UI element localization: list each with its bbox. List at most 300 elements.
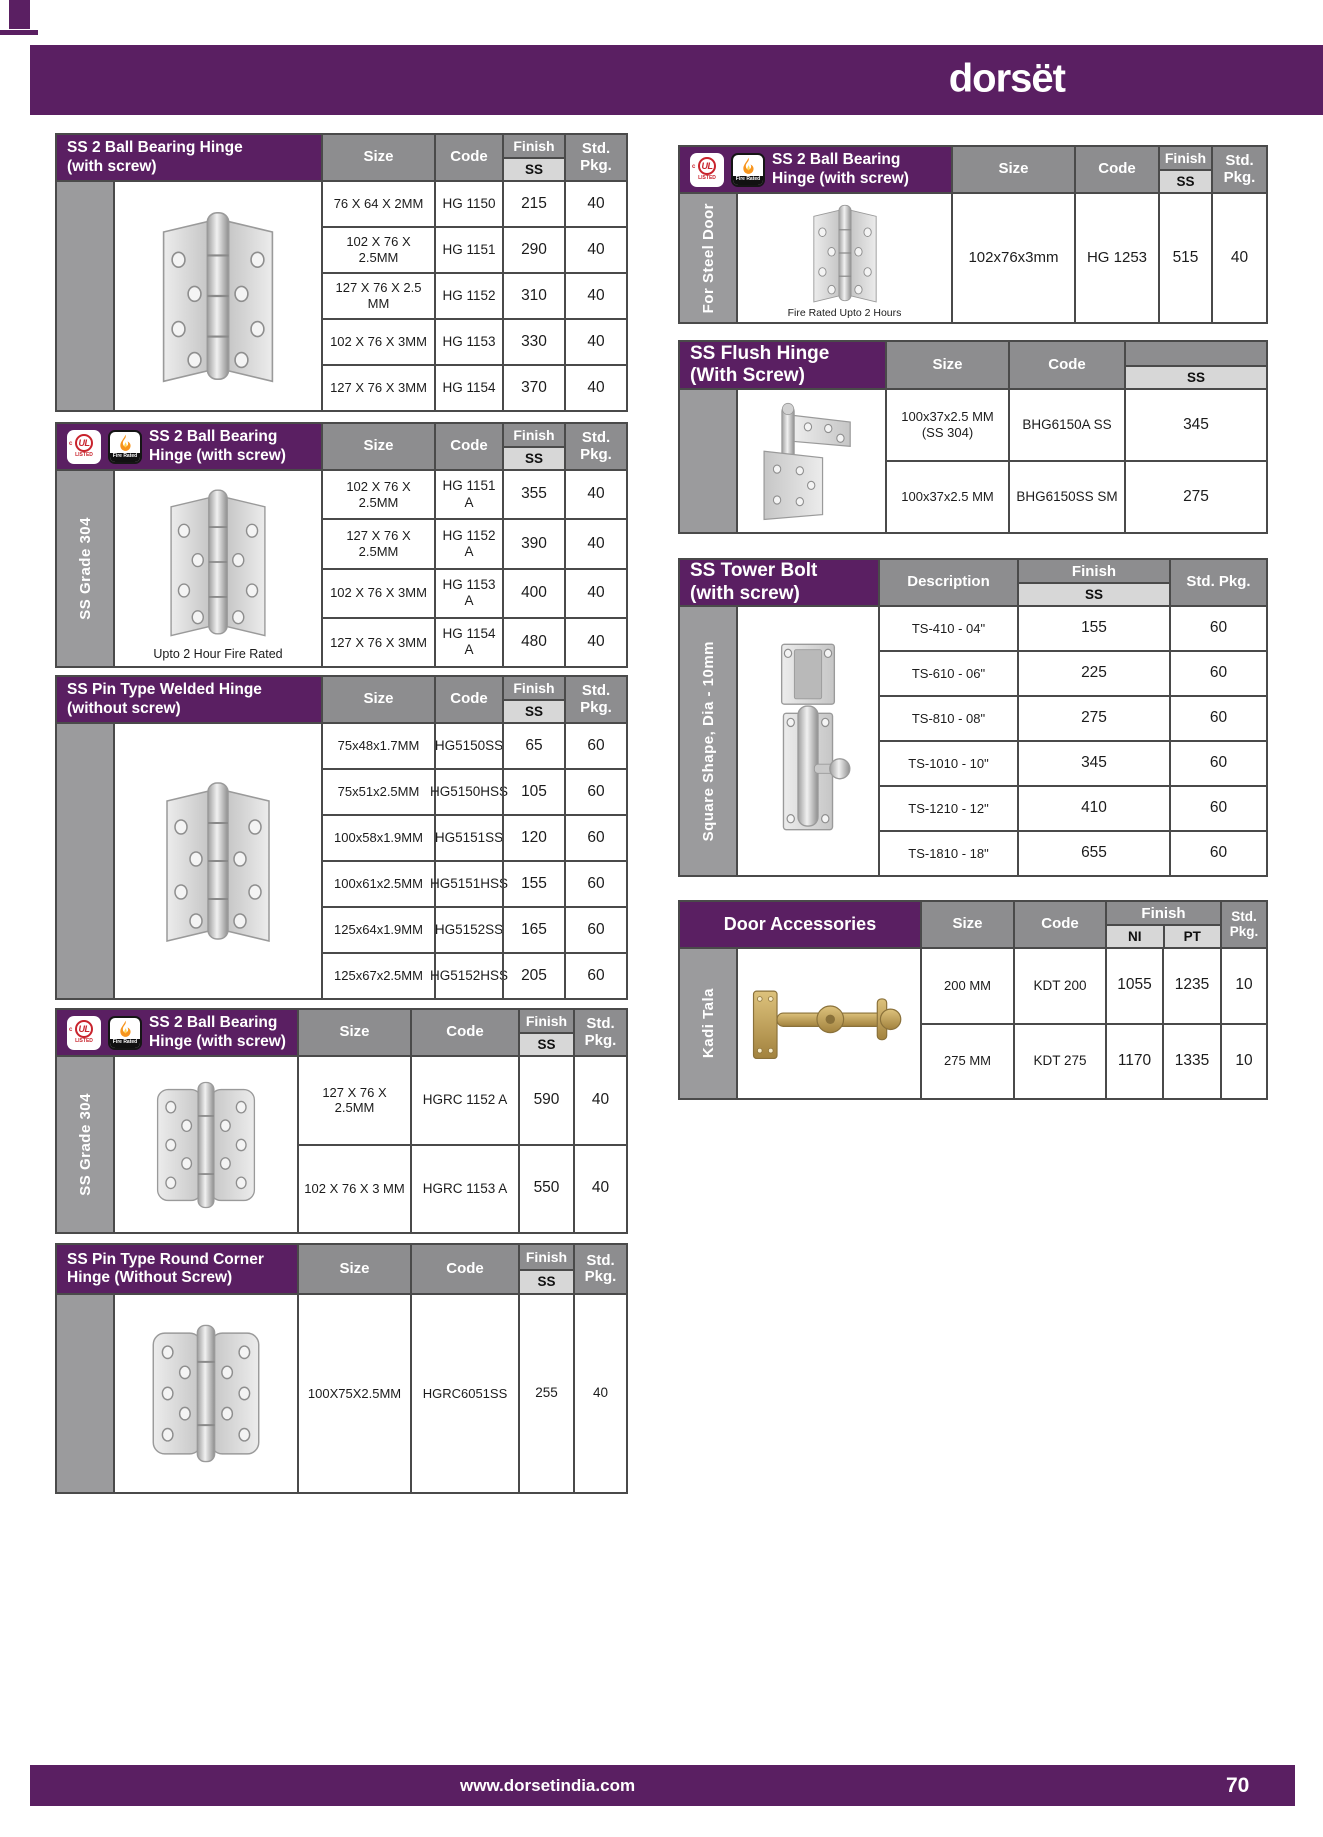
table-rows [878,607,1266,875]
col-header-finish-split [1107,926,1220,947]
table-row [878,695,1266,740]
cell-ss-price: 120 [502,816,564,860]
cell-ss-price: 155 [502,862,564,906]
image-caption: Fire Rated Upto 2 Hours [787,307,902,319]
ball-bearing-hinge-image [138,200,298,392]
product-image-cell [736,949,920,1098]
table-row [321,860,626,906]
ul-listed-text: LISTED [75,452,93,459]
col-header-ss: SS [1160,171,1211,192]
col-header-code: Code [1074,147,1158,192]
cell-size: 125x64x1.9MM [321,908,434,952]
table-body [680,607,1266,875]
cell-ni-price: 1055 [1105,949,1162,1023]
product-image-cell [736,390,885,532]
table-row [321,768,626,814]
col-header-size: Size [297,1245,410,1293]
cell-size: 102 X 76 X 3 MM [297,1146,410,1233]
table-steel-door-hinge [678,145,1268,324]
cell-size: 75x51x2.5MM [321,770,434,814]
table-tower-bolt [678,558,1268,877]
footer-url: www.dorsetindia.com [460,1775,636,1795]
cell-code: HG 1151 A [434,471,502,518]
table-ball-bearing-hinge-grade304 [55,422,628,668]
col-header-size: Size [321,424,434,469]
table-body [680,949,1266,1098]
table-row [920,949,1266,1023]
footer-band [30,1765,1295,1806]
table-header [57,424,626,471]
cell-ss-price: 370 [502,366,564,410]
fire-rated-text: Fire Rated [733,176,763,185]
cell-size: 102 X 76 X 3MM [321,320,434,364]
cell-description: TS-610 - 06" [878,652,1017,695]
product-image-cell [736,194,951,322]
cell-size: 127 X 76 X 2.5MM [321,520,434,567]
cell-ss-price: 290 [502,228,564,272]
brand-header-band [30,45,1323,115]
table-row [885,460,1266,532]
cell-std-pkg: 60 [1169,832,1266,875]
cell-size: 102 X 76 X 3MM [321,570,434,617]
product-image-cell [113,1295,297,1492]
cell-std-pkg: 10 [1220,1025,1266,1099]
cell-std-pkg: 60 [1169,697,1266,740]
table-header [680,342,1266,390]
page-number: 70 [1226,1773,1250,1797]
table-row [878,740,1266,785]
col-header-ss: SS [1126,367,1266,388]
ul-listed-text: LISTED [698,175,716,182]
corner-decor-vertical [9,0,30,29]
cell-code: HG 1153 A [434,570,502,617]
table-rows [297,1057,626,1232]
cell-std-pkg: 60 [564,770,626,814]
cell-ss-price: 480 [502,619,564,666]
cell-size: 200 MM [920,949,1013,1023]
cell-ss-price: 390 [502,520,564,567]
cell-ss-price: 550 [518,1146,573,1233]
cell-code: HG5151SS [434,816,502,860]
product-image-cell [113,724,321,998]
side-label: SS Grade 304 [76,1093,94,1196]
side-strip [680,949,736,1098]
table-header [57,135,626,182]
cell-code: HG 1154 A [434,619,502,666]
table-row [321,724,626,768]
cell-ss-price: 590 [518,1057,573,1144]
table-row [297,1295,626,1492]
table-row [321,272,626,318]
ball-bearing-hinge-image [799,198,891,308]
cell-std-pkg: 40 [564,520,626,567]
flame-icon [116,1020,135,1040]
table-row [951,194,1266,322]
corner-decor-horizontal [0,30,38,35]
col-header-size: Size [951,147,1074,192]
table-title: c UL LISTED Fire Rated SS 2 Ball Bearing Hinge (with screw) [680,147,951,192]
cell-size: 100x58x1.9MM [321,816,434,860]
fire-rated-text: Fire Rated [110,453,140,462]
fire-rated-text: Fire Rated [110,1039,140,1048]
cell-ss-price: 345 [1124,390,1266,460]
col-header-code: Code [434,424,502,469]
cell-code: HGRC 1152 A [410,1057,518,1144]
ul-listed-icon [690,153,724,187]
cell-ss-price: 655 [1017,832,1169,875]
col-header-std-pkg: Std. Pkg. [573,1010,626,1055]
col-header-code: Code [434,135,502,180]
cell-std-pkg: 40 [564,320,626,364]
cell-code: BHG6150SS SM [1008,462,1124,532]
table-body [57,182,626,410]
cell-size: 125x67x2.5MM [321,954,434,998]
cell-std-pkg: 10 [1220,949,1266,1023]
col-header-std-pkg: Std. Pkg. [564,424,626,469]
col-header-ni: NI [1107,926,1163,947]
cell-code: HG 1154 [434,366,502,410]
table-row [878,830,1266,875]
cell-std-pkg: 60 [1169,607,1266,650]
fire-rated-icon [108,1016,142,1050]
table-title: c UL LISTED Fire Rated SS 2 Ball Bearing Hinge (with screw) [57,1010,297,1055]
cell-ss-price: 400 [502,570,564,617]
table-row [878,607,1266,650]
col-header-size: Size [297,1010,410,1055]
product-image-cell [113,471,321,666]
table-rows [951,194,1266,322]
table-round-corner-hinge [55,1243,628,1494]
table-title: SS 2 Ball Bearing Hinge (with screw) [57,135,321,180]
col-header-finish: Finish [520,1010,573,1034]
brand-logo: dorsët [948,56,1065,101]
cell-std-pkg: 40 [564,570,626,617]
table-title: SS Pin Type Round Corner Hinge (Without Screw) [57,1245,297,1293]
side-strip [57,724,113,998]
col-header-finish-group [502,135,564,180]
table-row [321,226,626,272]
cell-size: 102 X 76 X 2.5MM [321,471,434,518]
cell-code: HG 1151 [434,228,502,272]
flame-icon [116,434,135,454]
kadi-tala-latch-image [747,977,912,1071]
cell-std-pkg: 60 [564,724,626,768]
cell-pt-price: 1235 [1162,949,1220,1023]
cell-ss-price: 515 [1158,194,1211,322]
cell-code: HG 1253 [1074,194,1158,322]
table-row [321,952,626,998]
cell-size: 127 X 76 X 3MM [321,366,434,410]
table-header [57,1010,626,1057]
cell-code: HG5150SS [434,724,502,768]
col-header-std-pkg: Std. Pkg. [1211,147,1266,192]
col-header-code: Code [1008,342,1124,388]
side-strip [57,1057,113,1232]
table-rows [321,471,626,666]
side-label: Square Shape, Dia - 10mm [699,640,717,842]
table-title: SS Tower Bolt (with screw) [680,560,878,605]
table-row [297,1057,626,1144]
table-row [297,1144,626,1233]
table-header [680,560,1266,607]
col-header-ss: SS [520,1271,573,1293]
table-flush-hinge [678,340,1268,534]
table-row [321,814,626,860]
table-body [57,1295,626,1492]
col-header-finish-empty [1126,342,1266,367]
cell-size: 100X75X2.5MM [297,1295,410,1492]
side-strip [57,1295,113,1492]
cell-std-pkg: 40 [573,1057,626,1144]
side-label: SS Grade 304 [76,517,94,620]
cell-std-pkg: 40 [564,182,626,226]
col-header-code: Code [410,1245,518,1293]
cell-code: HGRC6051SS [410,1295,518,1492]
side-label: Kadi Tala [699,988,717,1059]
cell-size: 100x37x2.5 MM [885,462,1008,532]
table-row [878,785,1266,830]
flush-hinge-image [751,396,873,526]
table-body [680,194,1266,322]
table-row [920,1023,1266,1099]
cell-std-pkg: 60 [564,862,626,906]
cell-std-pkg: 40 [1211,194,1266,322]
col-header-finish: Finish [1107,902,1220,926]
col-header-finish: Finish [1160,147,1211,171]
col-header-code: Code [410,1010,518,1055]
col-header-finish-group [1105,902,1220,947]
table-header [57,677,626,724]
col-header-size: Size [321,677,434,722]
col-header-size: Size [920,902,1013,947]
col-header-finish: Finish [504,677,564,701]
cell-code: HG5152HSS [434,954,502,998]
cell-code: HG5152SS [434,908,502,952]
cell-ss-price: 310 [502,274,564,318]
cell-code: HG 1150 [434,182,502,226]
col-header-finish: Finish [1019,560,1169,584]
col-header-finish-group [518,1010,573,1055]
cell-ss-price: 410 [1017,787,1169,830]
round-corner-hinge-image [134,1312,278,1475]
cell-std-pkg: 40 [573,1146,626,1233]
flame-icon [739,157,758,177]
product-image-cell [736,607,878,875]
cell-size: 127 X 76 X 3MM [321,619,434,666]
table-ball-bearing-hinge [55,133,628,412]
fire-rated-icon [108,430,142,464]
col-header-finish-group [1124,342,1266,388]
ul-ring [698,157,716,175]
cell-ss-price: 165 [502,908,564,952]
side-strip [680,607,736,875]
col-header-finish-group [1158,147,1211,192]
table-row [321,364,626,410]
table-body [57,471,626,666]
side-strip [680,390,736,532]
col-header-finish-group [518,1245,573,1293]
table-ball-bearing-hinge-grade304-rc [55,1008,628,1234]
col-header-std-pkg: Std. Pkg. [1220,902,1266,947]
cell-size: 127 X 76 X 2.5 MM [321,274,434,318]
cell-std-pkg: 40 [564,228,626,272]
tower-bolt-image [758,637,858,846]
col-header-std-pkg: Std. Pkg. [564,135,626,180]
table-rows [297,1295,626,1492]
cell-std-pkg: 40 [564,619,626,666]
cell-code: BHG6150A SS [1008,390,1124,460]
table-title: SS Flush Hinge (With Screw) [680,342,885,388]
cell-ss-price: 275 [1124,462,1266,532]
cell-code: HG 1153 [434,320,502,364]
col-header-size: Size [321,135,434,180]
table-title: c UL LISTED Fire Rated SS 2 Ball Bearing Hinge (with screw) [57,424,321,469]
ul-listed-icon [67,430,101,464]
table-header [680,902,1266,949]
cell-code: KDT 200 [1013,949,1105,1023]
ul-c-mark: c [69,440,73,447]
cell-ss-price: 105 [502,770,564,814]
product-image-cell [113,1057,297,1232]
cell-code: HG5150HSS [434,770,502,814]
col-header-code: Code [1013,902,1105,947]
cell-ss-price: 275 [1017,697,1169,740]
table-title: Door Accessories [680,902,920,947]
cell-description: TS-1210 - 12" [878,787,1017,830]
cell-std-pkg: 40 [564,471,626,518]
side-strip [680,194,736,322]
table-row [321,471,626,518]
col-header-std-pkg: Std. Pkg. [564,677,626,722]
product-image-cell [113,182,321,410]
col-header-ss: SS [504,448,564,469]
cell-size: 76 X 64 X 2MM [321,182,434,226]
cell-std-pkg: 60 [1169,742,1266,785]
table-row [321,617,626,666]
cell-pt-price: 1335 [1162,1025,1220,1099]
ul-letters: UL [701,160,713,171]
table-rows [321,724,626,998]
col-header-description: Description [878,560,1017,605]
ul-ring [75,1020,93,1038]
cell-ss-price: 205 [502,954,564,998]
cell-ni-price: 1170 [1105,1025,1162,1099]
table-title: SS Pin Type Welded Hinge (without screw) [57,677,321,722]
table-row [321,182,626,226]
fire-rated-icon [731,153,765,187]
table-row [321,568,626,617]
cell-std-pkg: 60 [1169,787,1266,830]
cell-ss-price: 225 [1017,652,1169,695]
ul-letters: UL [78,1023,90,1034]
table-row [878,650,1266,695]
cell-ss-price: 155 [1017,607,1169,650]
cell-std-pkg: 60 [1169,652,1266,695]
col-header-ss: SS [1019,584,1169,605]
ul-ring [75,434,93,452]
cell-ss-price: 65 [502,724,564,768]
cell-ss-price: 345 [1017,742,1169,785]
col-header-std-pkg: Std. Pkg. [1169,560,1266,605]
image-caption: Upto 2 Hour Fire Rated [153,647,283,661]
table-rows [920,949,1266,1098]
table-rows [885,390,1266,532]
col-header-ss: SS [504,701,564,722]
welded-hinge-image [143,771,293,951]
table-body [680,390,1266,532]
cell-std-pkg: 40 [573,1295,626,1492]
cell-code: HG5151HSS [434,862,502,906]
cell-size: 275 MM [920,1025,1013,1099]
cell-std-pkg: 60 [564,908,626,952]
col-header-finish-group [502,677,564,722]
ul-listed-text: LISTED [75,1038,93,1045]
cell-std-pkg: 40 [564,366,626,410]
cell-ss-price: 355 [502,471,564,518]
table-header [680,147,1266,194]
col-header-code: Code [434,677,502,722]
ul-c-mark: c [69,1026,73,1033]
side-strip [57,182,113,410]
col-header-std-pkg: Std. Pkg. [573,1245,626,1293]
table-header [57,1245,626,1295]
col-header-ss: SS [504,159,564,180]
col-header-finish-group [502,424,564,469]
table-rows [321,182,626,410]
cell-code: HGRC 1153 A [410,1146,518,1233]
ul-letters: UL [78,437,90,448]
cell-std-pkg: 40 [564,274,626,318]
cell-description: TS-410 - 04" [878,607,1017,650]
cell-ss-price: 215 [502,182,564,226]
table-welded-hinge [55,675,628,1000]
col-header-pt: PT [1163,926,1221,947]
cell-size: 75x48x1.7MM [321,724,434,768]
ul-listed-icon [67,1016,101,1050]
cell-code: HG 1152 [434,274,502,318]
cell-code: KDT 275 [1013,1025,1105,1099]
table-body [57,724,626,998]
round-corner-hinge-image [140,1070,272,1220]
table-row [321,318,626,364]
cell-std-pkg: 60 [564,954,626,998]
col-header-finish: Finish [504,135,564,159]
col-header-size: Size [885,342,1008,388]
col-header-finish: Finish [520,1245,573,1271]
col-header-ss: SS [520,1034,573,1055]
table-row [321,906,626,952]
col-header-finish-group [1017,560,1169,605]
cell-std-pkg: 60 [564,816,626,860]
col-header-finish: Finish [504,424,564,448]
table-door-accessories [678,900,1268,1100]
cell-size: 100x61x2.5MM [321,862,434,906]
cell-size: 102x76x3mm [951,194,1074,322]
table-body [57,1057,626,1232]
cell-description: TS-1810 - 18" [878,832,1017,875]
cell-size: 102 X 76 X 2.5MM [321,228,434,272]
cell-ss-price: 330 [502,320,564,364]
side-label: For Steel Door [699,202,717,314]
cell-size: 127 X 76 X 2.5MM [297,1057,410,1144]
cell-size: 100x37x2.5 MM (SS 304) [885,390,1008,460]
ball-bearing-hinge-image [149,479,287,645]
ul-c-mark: c [692,163,696,170]
side-strip [57,471,113,666]
cell-ss-price: 255 [518,1295,573,1492]
cell-description: TS-810 - 08" [878,697,1017,740]
table-row [321,518,626,567]
